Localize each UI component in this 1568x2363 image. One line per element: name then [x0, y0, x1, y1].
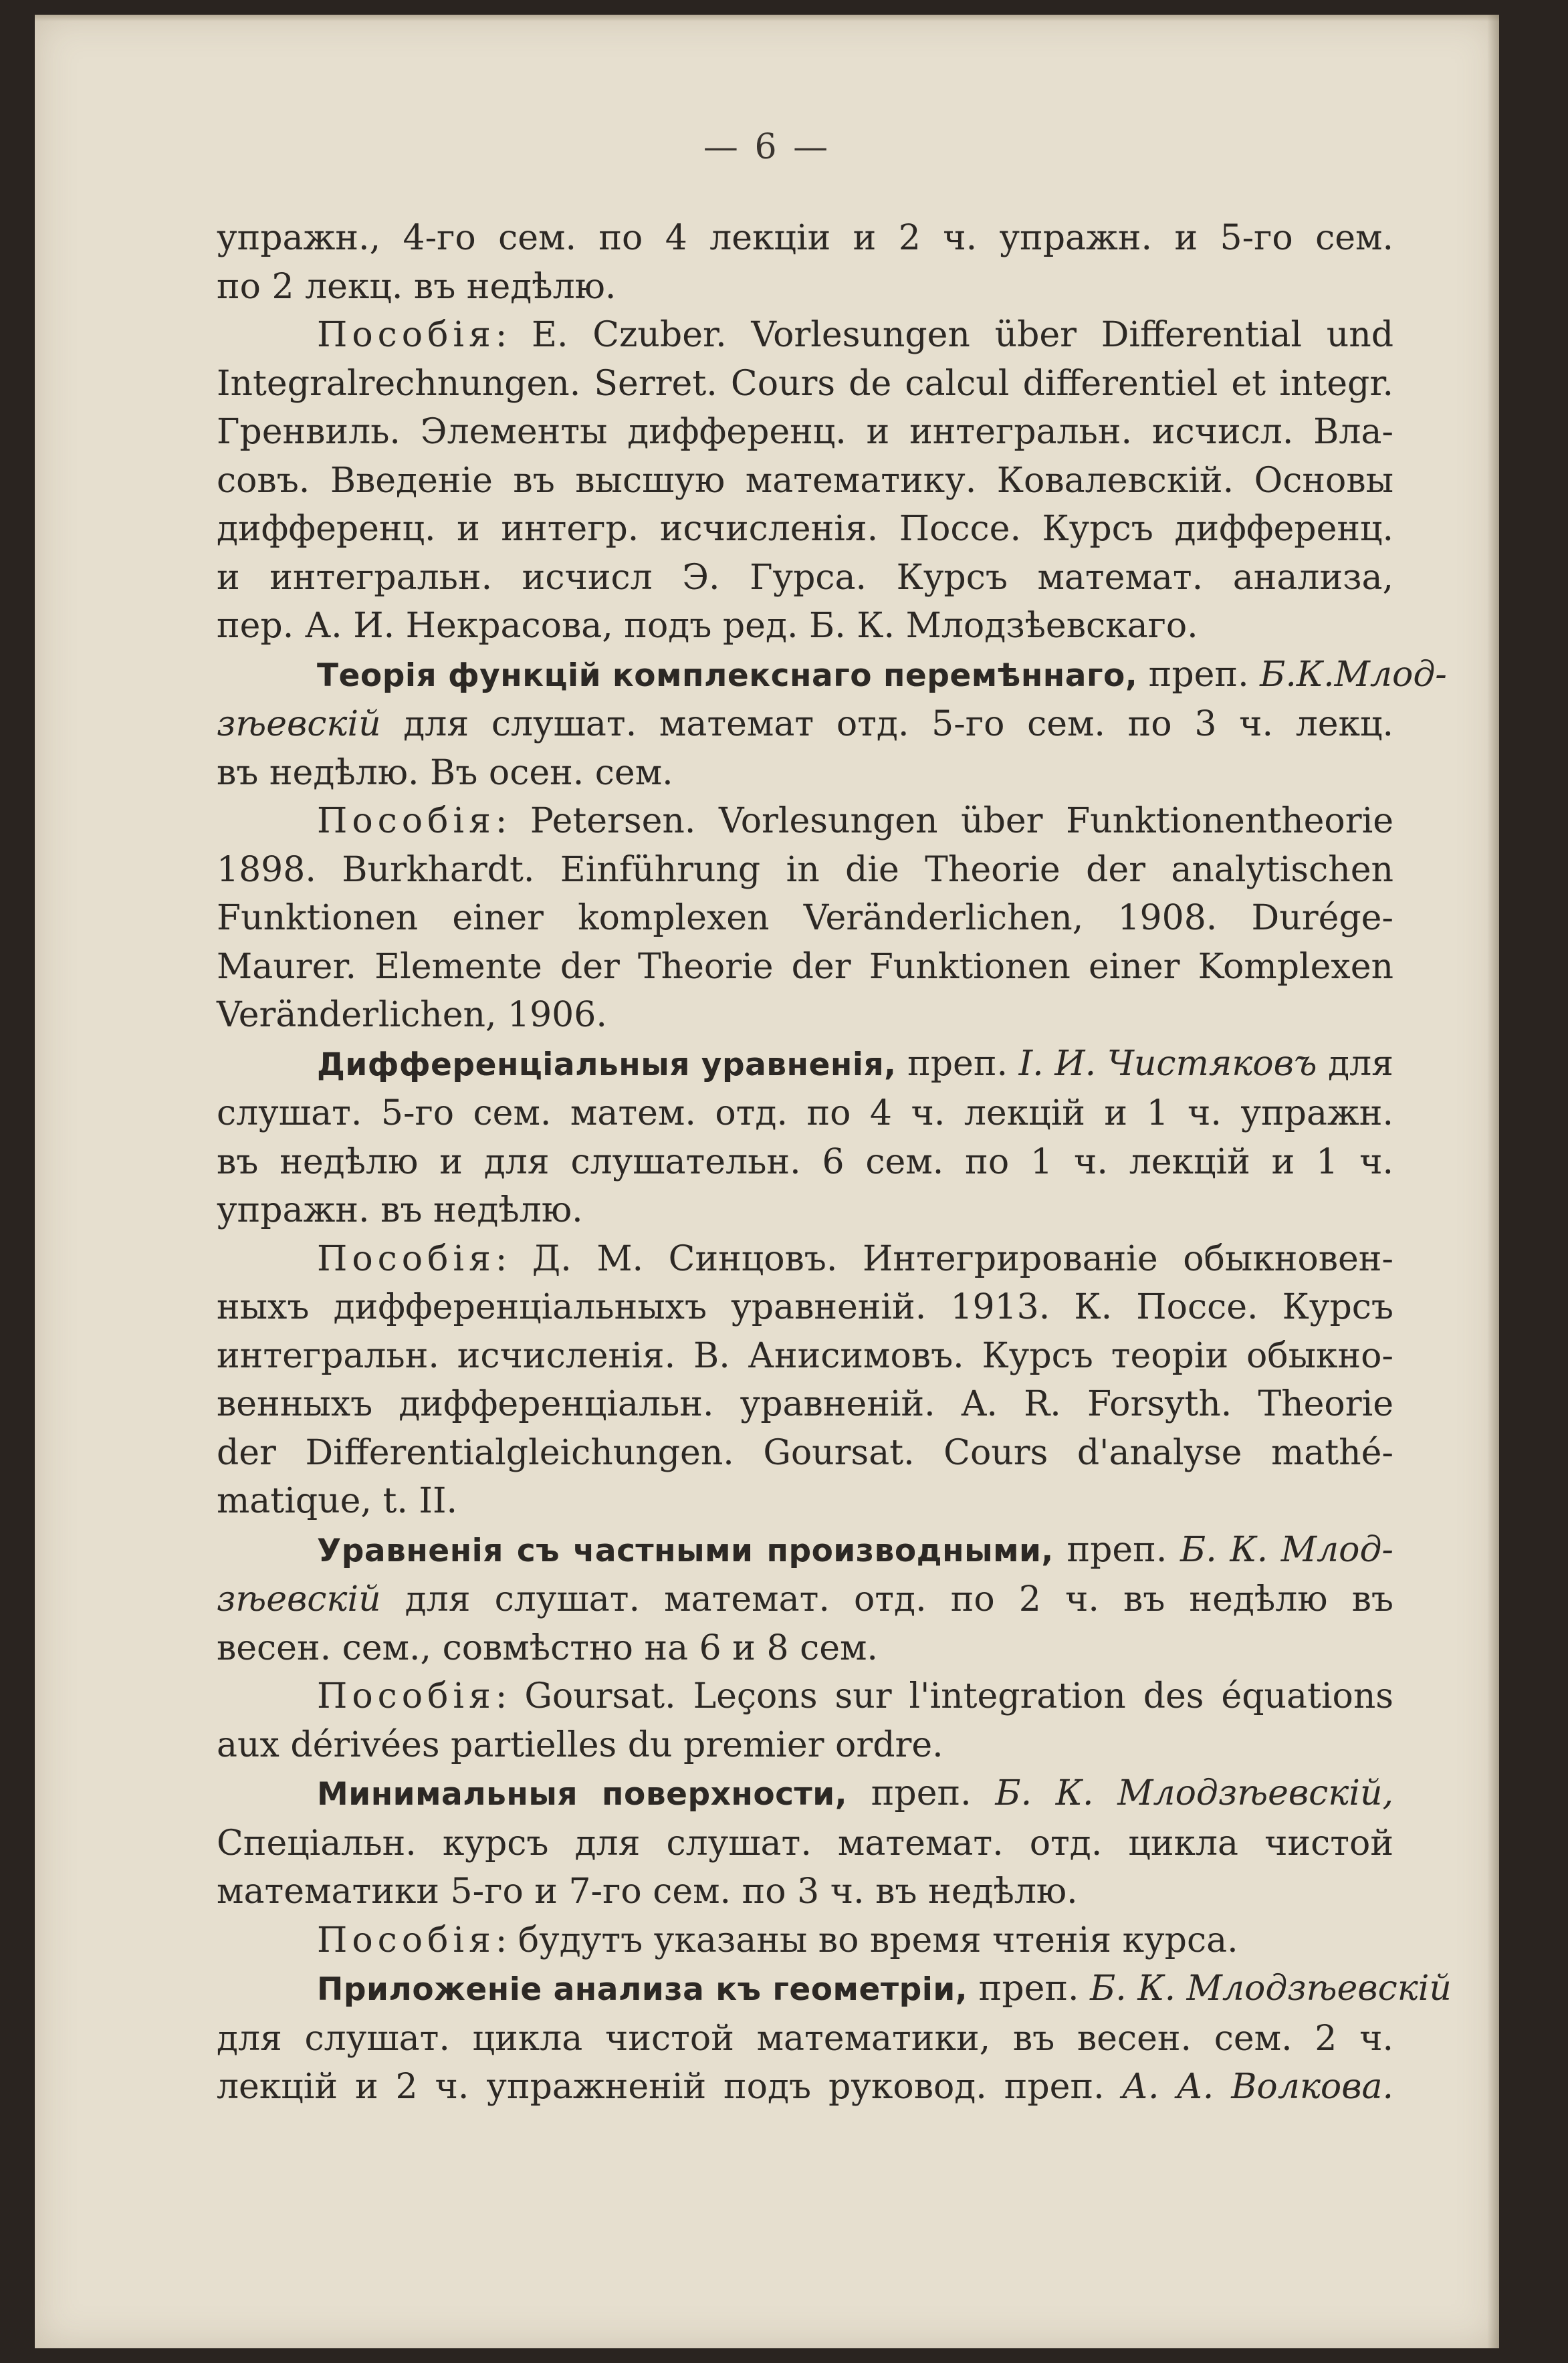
- course-heading: Приложеніе анализа къ геометріи,: [317, 1971, 968, 2008]
- text-segment: преп.: [968, 1968, 1091, 2009]
- text-line: [217, 1089, 1393, 1138]
- references-label: Пособія: [317, 1238, 495, 1279]
- text-segment: по 2 лекц. въ недѣлю.: [217, 266, 617, 307]
- instructor-name: зѣевскій: [217, 704, 381, 744]
- text-line: [217, 1964, 1452, 2015]
- text-line: [217, 1380, 1393, 1429]
- text-segment: совъ. Введеніе въ высшую математику. Ковалевскій. Основы: [217, 460, 1393, 501]
- page-number: — 6 —: [703, 127, 831, 167]
- instructor-name: Б. К. Млод-: [1180, 1529, 1393, 1570]
- text-line: [217, 457, 1393, 505]
- text-segment: преп.: [847, 1773, 996, 1813]
- text-line: [217, 1624, 1393, 1673]
- text-segment: лекцій и 2 ч. упражненій подъ руковод. преп.: [217, 2067, 1122, 2107]
- text-line: [217, 700, 1393, 749]
- instructor-name: Б. К. Млодзѣевскій: [1090, 1968, 1452, 2009]
- text-segment: весен. сем., совмѣстно на 6 и 8 сем.: [217, 1627, 878, 1668]
- instructor-name: Б.К.Млод-: [1260, 654, 1447, 695]
- text-segment: слушат. 5-го сем. матем. отд. по 4 ч. лекцій и 1 ч. упражн.: [217, 1093, 1393, 1133]
- text-segment: преп.: [896, 1043, 1019, 1084]
- text-segment: Спеціальн. курсъ для слушат. математ. отд. цикла чистой: [217, 1823, 1393, 1864]
- text-line: [217, 554, 1393, 602]
- text-line: [217, 1477, 1393, 1526]
- text-segment: ныхъ дифференціальныхъ уравненій. 1913. К. Поссе. Курсъ: [217, 1287, 1393, 1327]
- text-line: [217, 749, 1393, 798]
- page-edge-shadow: [1487, 15, 1499, 2348]
- text-line: [217, 214, 1393, 263]
- text-line: [217, 1040, 1393, 1090]
- text-segment: : будутъ указаны во время чтенія курса.: [495, 1920, 1238, 1960]
- text-segment: Integralrechnungen. Serret. Cours de calcul differentiel et integr.: [217, 363, 1393, 404]
- text-line: [217, 1332, 1393, 1381]
- text-line: [217, 505, 1393, 554]
- page-body-text: [217, 214, 1452, 2112]
- text-segment: der Differentialgleichungen. Goursat. Cours d'analyse mathé-: [217, 1432, 1393, 1473]
- references-label: Пособія: [317, 315, 495, 355]
- references-label: Пособія: [317, 1676, 495, 1716]
- text-segment: пер. А. И. Некрасова, подъ ред. Б. К. Млодзѣевскаго.: [217, 606, 1198, 646]
- text-segment: математики 5-го и 7-го сем. по 3 ч. въ недѣлю.: [217, 1872, 1078, 1912]
- course-heading: Дифференціальныя уравненія,: [317, 1046, 897, 1083]
- text-segment: интегральн. исчисленія. В. Анисимовъ. Курсъ теоріи обыкно-: [217, 1335, 1393, 1376]
- text-segment: Гренвиль. Элементы дифференц. и интегральн. исчисл. Вла-: [217, 412, 1393, 452]
- text-segment: для слушат. математ. отд. по 2 ч. въ недѣлю въ: [380, 1579, 1393, 1619]
- text-line: [217, 263, 1393, 312]
- text-line: [217, 1138, 1393, 1187]
- text-segment: для: [1317, 1043, 1393, 1084]
- text-segment: : Goursat. Leçons sur l'integration des équations: [495, 1676, 1393, 1716]
- text-line: [217, 602, 1393, 651]
- text-line: [217, 1283, 1393, 1332]
- text-segment: дифференц. и интегр. исчисленія. Поссе. Курсъ дифференц.: [217, 509, 1393, 549]
- instructor-name: зѣевскій: [217, 1579, 381, 1619]
- text-segment: : E. Czuber. Vorlesungen über Differential und: [495, 315, 1393, 355]
- text-line: [217, 894, 1393, 943]
- text-segment: Funktionen einer komplexen Veränderlichen, 1908. Durége-: [217, 898, 1393, 938]
- course-heading: Минимальныя поверхности,: [317, 1776, 848, 1813]
- text-segment: 1898. Burkhardt. Einführung in die Theorie der analytischen: [217, 849, 1393, 890]
- text-segment: для слушат. математ отд. 5-го сем. по 3 ч. лекц.: [380, 704, 1393, 744]
- instructor-name: А. А. Волкова.: [1121, 2067, 1393, 2107]
- text-segment: matique, t. II.: [217, 1481, 458, 1521]
- text-line: [217, 1916, 1393, 1965]
- text-segment: aux dérivées partielles du premier ordre.: [217, 1724, 943, 1765]
- text-line: [217, 1819, 1393, 1868]
- references-label: Пособія: [317, 1920, 495, 1960]
- text-segment: Veränderlichen, 1906.: [217, 995, 607, 1035]
- text-segment: преп.: [1137, 654, 1260, 695]
- text-line: [217, 651, 1447, 701]
- text-line: [217, 1186, 1393, 1235]
- text-line: [217, 311, 1393, 360]
- text-segment: Maurer. Elemente der Theorie der Funktionen einer Komplexen: [217, 946, 1393, 987]
- text-segment: : Petersen. Vorlesungen über Funktionentheorie: [495, 801, 1393, 841]
- text-line: [217, 991, 1393, 1040]
- text-line: [217, 1575, 1393, 1624]
- text-line: [217, 1429, 1393, 1478]
- text-segment: упражн., 4-го сем. по 4 лекціи и 2 ч. упражн. и 5-го сем.: [217, 218, 1393, 258]
- text-segment: венныхъ дифференціальн. уравненій. A. R. Forsyth. Theorie: [217, 1384, 1393, 1424]
- text-line: [217, 797, 1393, 846]
- instructor-name: Б. К. Млодзѣевскій,: [995, 1773, 1393, 1813]
- references-label: Пособія: [317, 801, 495, 841]
- text-line: [217, 360, 1393, 409]
- text-line: [217, 2063, 1393, 2112]
- text-segment: въ недѣлю. Въ осен. сем.: [217, 752, 673, 793]
- text-line: [217, 1526, 1393, 1576]
- text-segment: преп.: [1053, 1529, 1180, 1570]
- text-segment: и интегральн. исчисл Э. Гурса. Курсъ математ. анализа,: [217, 557, 1393, 598]
- text-line: [217, 1721, 1393, 1770]
- text-segment: для слушат. цикла чистой математики, въ весен. сем. 2 ч.: [217, 2018, 1393, 2059]
- text-line: [217, 1235, 1393, 1284]
- course-heading: Теорія функцій комплекснаго перемѣннаго,: [317, 657, 1138, 694]
- text-line: [217, 1672, 1393, 1721]
- text-segment: въ недѣлю и для слушательн. 6 сем. по 1 ч. лекцій и 1 ч.: [217, 1141, 1393, 1182]
- instructor-name: І. И. Чистяковъ: [1018, 1043, 1317, 1084]
- text-line: [217, 408, 1393, 457]
- text-line: [217, 1769, 1393, 1819]
- text-line: [217, 846, 1393, 895]
- text-segment: : Д. М. Синцовъ. Интегрированіе обыкновен-: [495, 1238, 1393, 1279]
- book-page: [35, 15, 1499, 2348]
- text-line: [217, 2015, 1393, 2063]
- text-line: [217, 1868, 1393, 1916]
- text-line: [217, 943, 1393, 992]
- course-heading: Уравненія съ частными производными,: [317, 1532, 1054, 1569]
- text-segment: упражн. въ недѣлю.: [217, 1190, 583, 1230]
